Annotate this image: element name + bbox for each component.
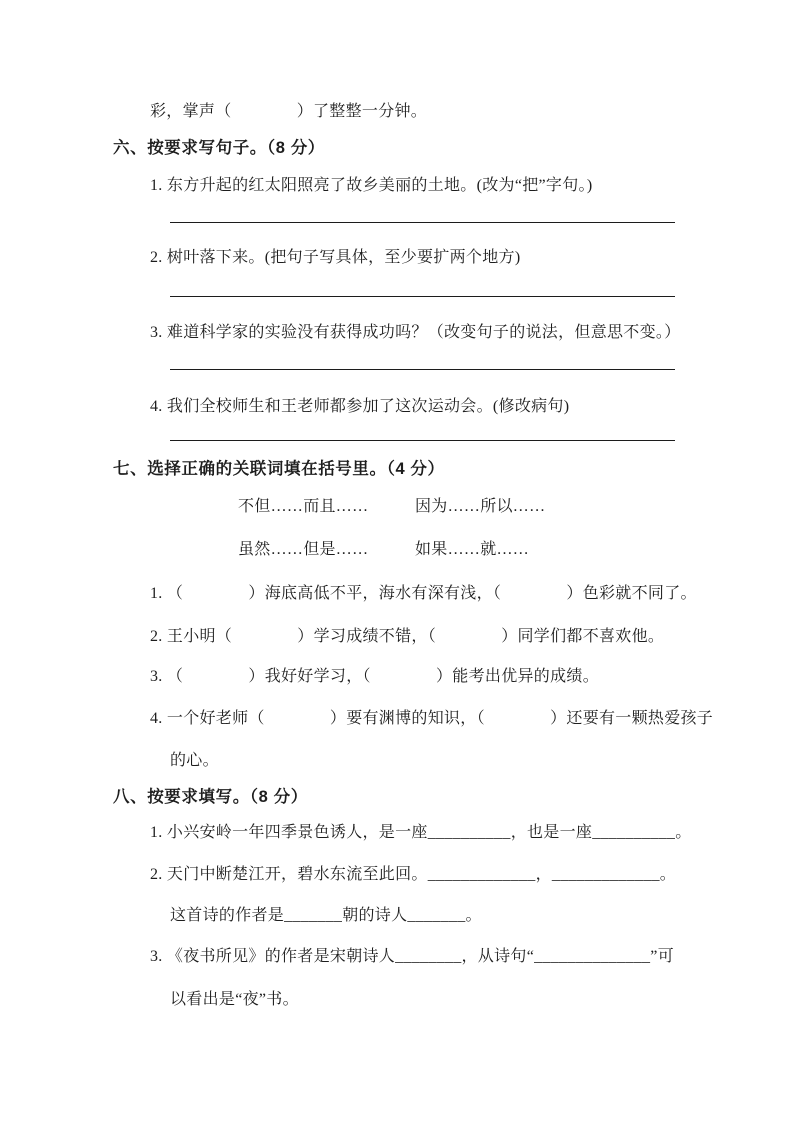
- section-seven-title: 七、选择正确的关联词填在括号里。（4 分）: [113, 460, 445, 478]
- question-6-1: 1. 东方升起的红太阳照亮了故乡美丽的土地。(改为“把”字句。): [150, 177, 593, 194]
- question-7-3: 3. （ ）我好好学习，（ ）能考出优异的成绩。: [150, 668, 600, 685]
- section-six-title: 六、按要求写句子。（8 分）: [113, 139, 325, 157]
- question-8-1: 1. 小兴安岭一年四季景色诱人，是一座__________，也是一座__________。: [150, 824, 692, 841]
- answer-line-6-4: [170, 440, 675, 441]
- question-6-4: 4. 我们全校师生和王老师都参加了这次运动会。(修改病句): [150, 398, 570, 415]
- connective-option-4: 如果……就……: [415, 541, 530, 558]
- question-7-4-continuation: 的心。: [170, 752, 219, 769]
- connective-option-2: 因为……所以……: [415, 498, 546, 515]
- question-7-2: 2. 王小明（ ）学习成绩不错，（ ）同学们都不喜欢他。: [150, 628, 665, 645]
- question-6-2: 2. 树叶落下来。(把句子写具体，至少要扩两个地方): [150, 249, 521, 266]
- question-6-3: 3. 难道科学家的实验没有获得成功吗？（改变句子的说法，但意思不变。）: [150, 324, 681, 341]
- section-eight-title: 八、按要求填写。（8 分）: [113, 788, 308, 806]
- question-8-3-continuation: 以看出是“夜”书。: [170, 991, 299, 1008]
- carryover-line: 彩，掌声（ ）了整整一分钟。: [150, 103, 428, 120]
- answer-line-6-3: [170, 369, 675, 370]
- question-7-1: 1. （ ）海底高低不平，海水有深有浅，（ ）色彩就不同了。: [150, 585, 697, 602]
- question-8-2-continuation: 这首诗的作者是_______朝的诗人_______。: [170, 907, 482, 924]
- question-7-4: 4. 一个好老师（ ）要有渊博的知识，（ ）还要有一颗热爱孩子: [150, 710, 714, 727]
- answer-line-6-2: [170, 296, 675, 297]
- question-8-3: 3. 《夜书所见》的作者是宋朝诗人________，从诗句“______________”可: [150, 948, 675, 965]
- question-8-2: 2. 天门中断楚江开，碧水东流至此回。_____________，_____________。: [150, 866, 677, 883]
- answer-line-6-1: [170, 222, 675, 223]
- connective-option-3: 虽然……但是……: [238, 541, 369, 558]
- connective-option-1: 不但……而且……: [238, 498, 369, 515]
